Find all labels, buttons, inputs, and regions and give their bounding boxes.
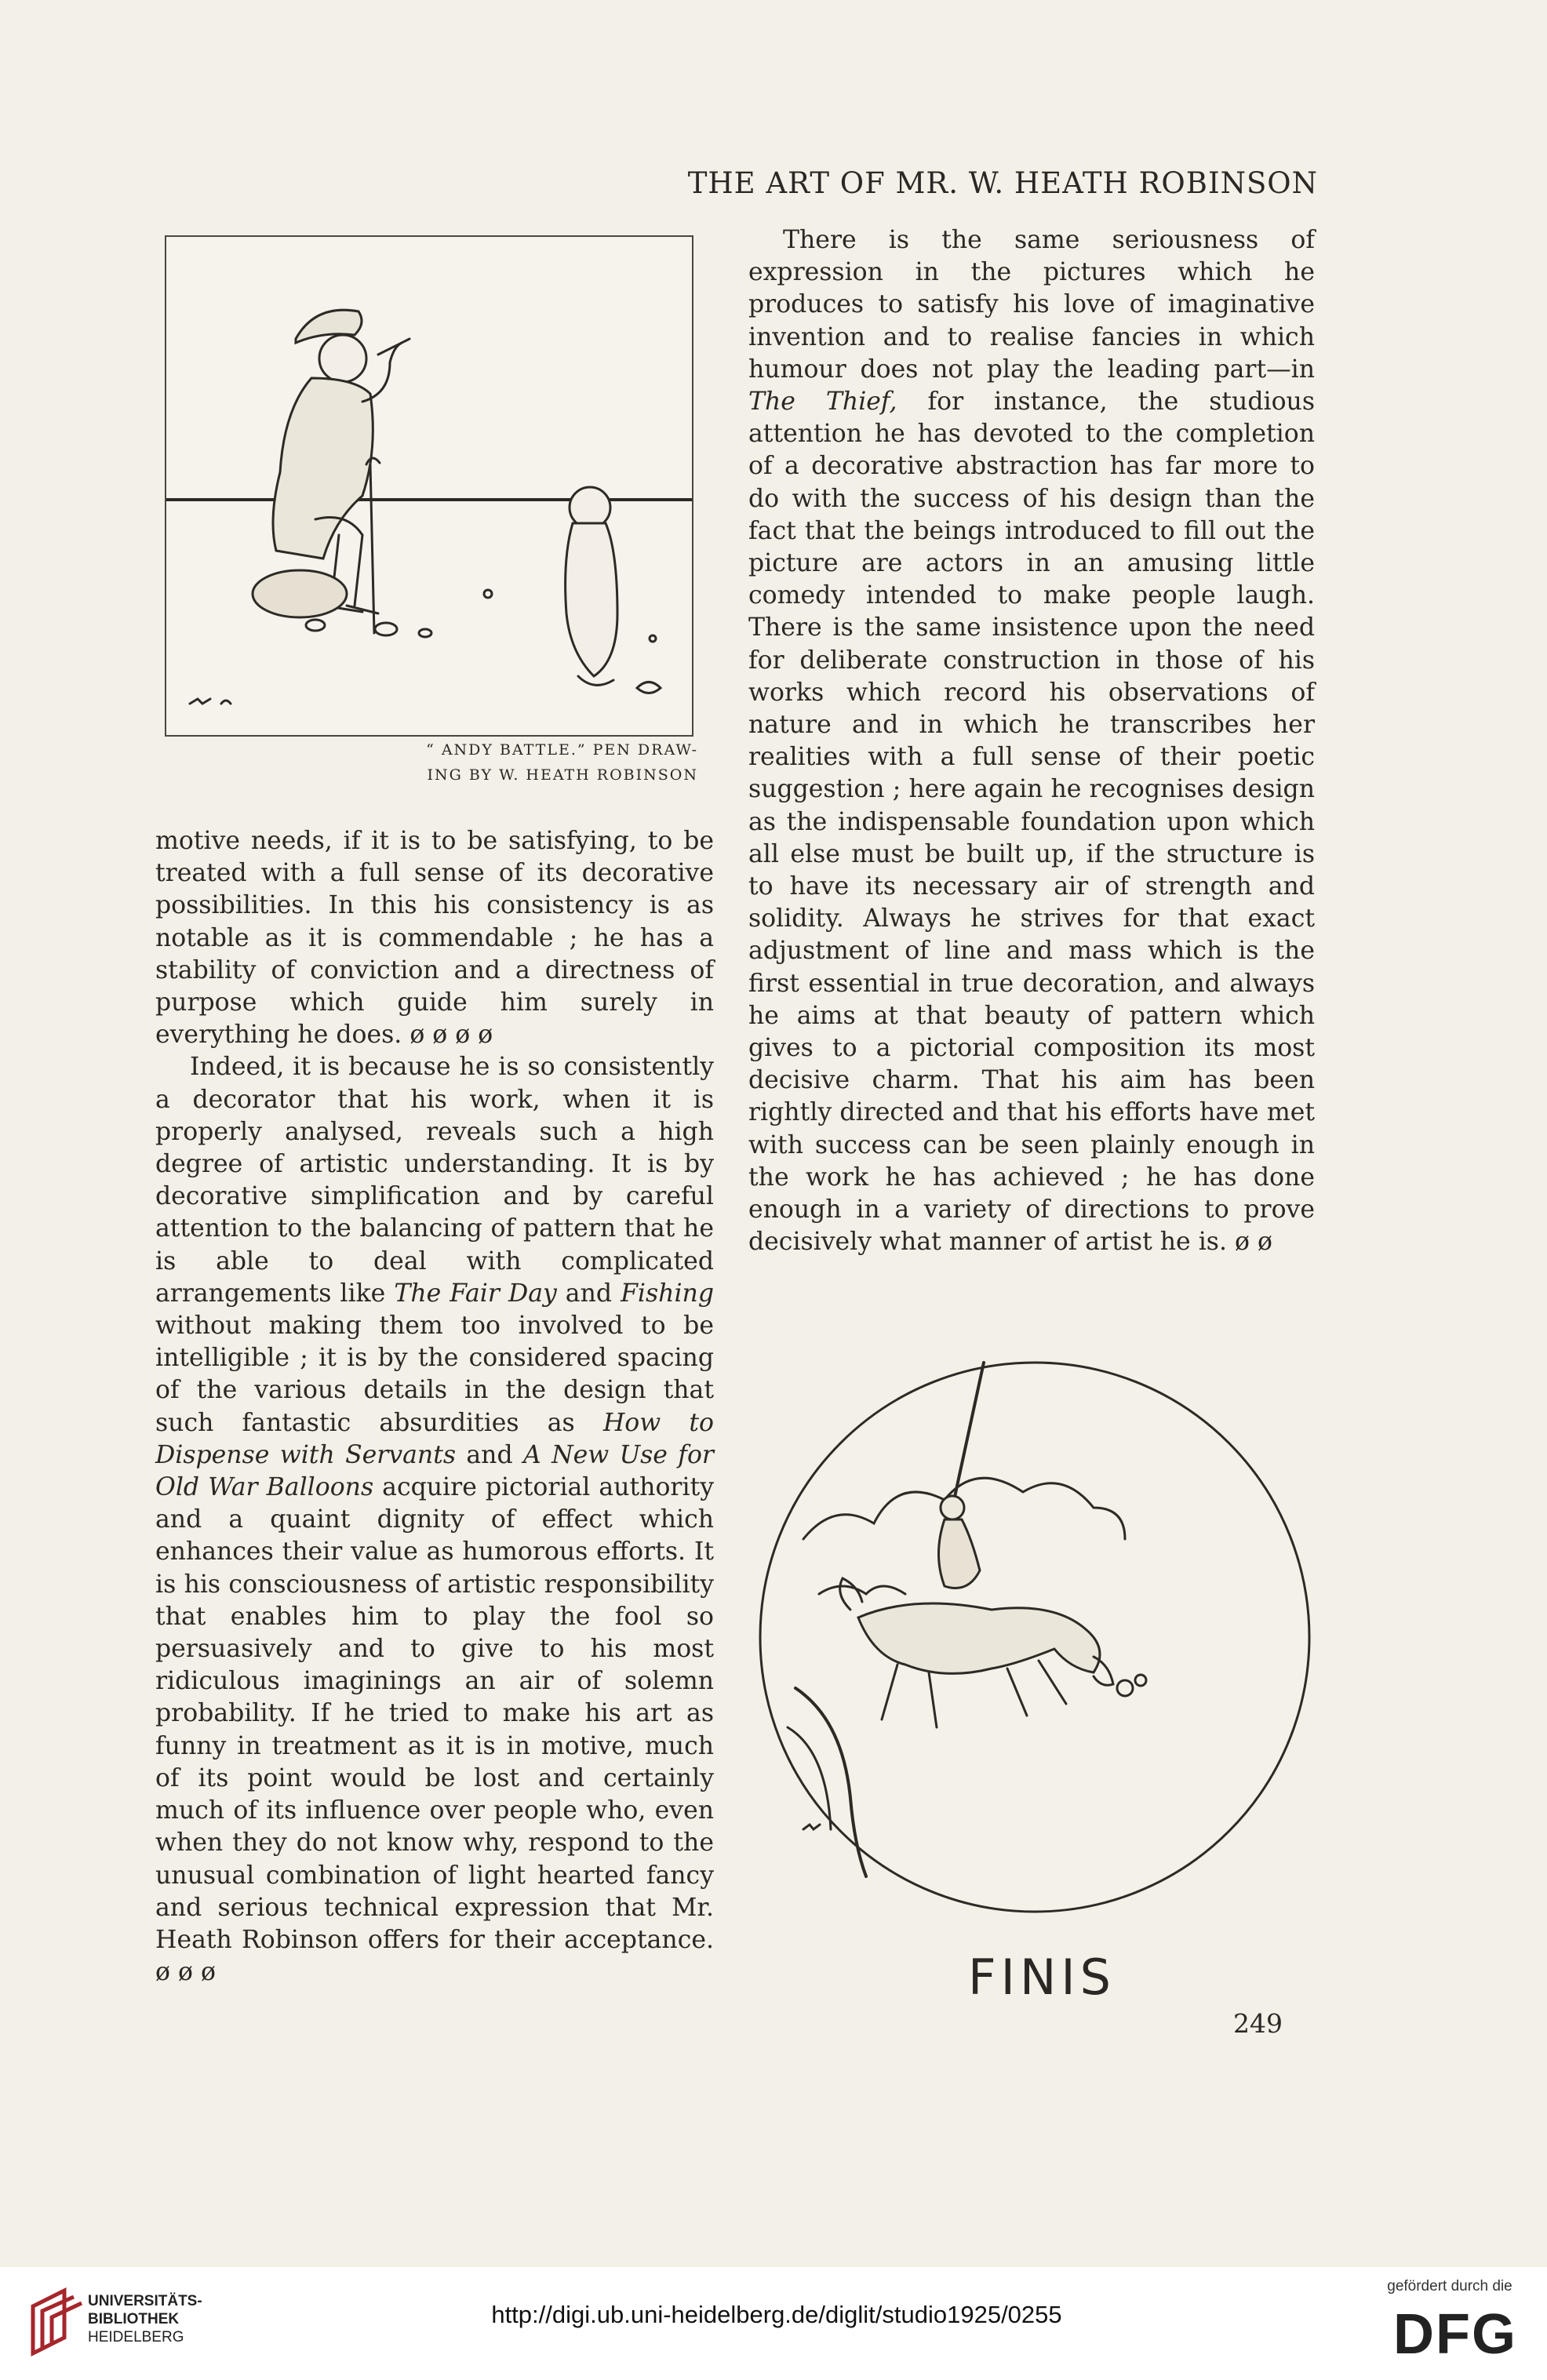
page-number: 249: [1233, 2008, 1283, 2039]
university-library-name: [88, 2292, 202, 2346]
title-new-use-for-old-war-balloons: A New Use for Old War Balloons: [155, 1440, 714, 1502]
conjunction-and-2: and: [456, 1440, 523, 1469]
paragraph-seriousness-part-b: for instance, the studious attention he has devoted to the completion of a decorative abstraction has far more to do with the success of his design than the fact that the beings introduced to fill out the picture are actors in an amusing little comedy intended to make people laugh. There is the same insistence upon the need for deliberate construction in those of his works which record his observations of nature and in which he transcribes her realities with a full sense of their poetic suggestion ; here again he recognises design as the indispensable foundation upon which all else must be built up, if the structure is to have its necessary air of strength and solidity. Always he strives for that exact adjustment of line and mass which is the first essential in true decoration, and always he aims at that beauty of pattern which gives to a pictorial composition its most decisive charm. That his aim has been rightly directed and that his efforts have met with success can be seen plainly enough in the work he has achieved ; he has done enough in a variety of directions to prove decisively what manner of artist he is. ø ø: [748, 388, 1315, 1257]
right-column: [748, 224, 1315, 1259]
library-line-3: HEIDELBERG: [88, 2329, 184, 2345]
conjunction-and-1: and: [556, 1279, 621, 1308]
permalink-url[interactable]: http://digi.ub.uni-heidelberg.de/diglit/studio1925/0255: [491, 2301, 1062, 2328]
paragraph-indeed-part-c: acquire pictorial authority and a quaint dignity of effect which enhances their value as humorous efforts. It is his consciousness of artistic responsibility that enables him to play the fool so persuasively and to give to his most ridiculous imaginings an air of solemn probability. If he tried to make his art as funny in treatment as it is in motive, much of its point would be lost and certainly much of its influence over people who, even when they do not know why, respond to the unusual combination of light hearted fancy and serious technical expression that Mr. Heath Robinson offers for their acceptance. ø ø ø: [155, 1473, 714, 1987]
paragraph-indeed-part-a: Indeed, it is because he is so consistently a decorator that his work, when it is properly analysed, reveals such a high degree of artistic understanding. It is by decorative simplification and by careful attention to the balancing of pattern that he is able to deal with complicated arrangements like: [155, 1053, 714, 1308]
finis-mark: FINIS: [968, 1949, 1116, 2006]
running-head: THE ART OF MR. W. HEATH ROBINSON: [687, 166, 1318, 200]
paragraph-indeed-part-b: without making them too involved to be intelligible ; it is by the considered spacing of the various details in the design that such fantastic absurdities as: [155, 1312, 714, 1437]
paragraph-motive: motive needs, if it is to be satisfying, to be treated with a full sense of its decorative possibilities. In this his consistency is as notable as it is commendable ; he has a stability of conviction and a directness of purpose which guide him surely in everything he does. ø ø ø ø: [155, 827, 714, 1050]
andy-battle-illustration: [165, 235, 693, 737]
figure-caption: [408, 737, 698, 788]
title-the-fair-day: The Fair Day: [394, 1279, 557, 1308]
university-library-logo[interactable]: [17, 2283, 88, 2361]
title-how-to-dispense-with-servants: How to Dispense with Servants: [155, 1408, 714, 1469]
paragraph-indeed: [155, 1051, 714, 1989]
caption-line-1: “ ANDY BATTLE.” PEN DRAW-: [426, 741, 698, 759]
pen-drawing-image: [166, 237, 692, 735]
library-line-2: BIBLIOTHEK: [88, 2311, 180, 2327]
dfg-logo[interactable]: DFG: [1393, 2303, 1517, 2366]
title-fishing: Fishing: [621, 1279, 714, 1308]
roundel-drawing-image: [756, 1359, 1313, 1916]
paragraph-seriousness-part-a: There is the same seriousness of expression in the pictures which he produces to satisfy his love of imaginative invention and to realise fancies in which humour does not play the leading part—in: [748, 226, 1315, 384]
paragraph-seriousness: [748, 224, 1315, 1259]
funding-note: gefördert durch die: [1387, 2278, 1512, 2294]
library-line-1: UNIVERSITÄTS-: [88, 2293, 202, 2309]
title-the-thief: The Thief,: [748, 388, 897, 417]
left-column: [155, 825, 714, 1989]
caption-line-2: ING BY W. HEATH ROBINSON: [427, 766, 698, 784]
library-emblem-icon: [17, 2283, 88, 2361]
knight-roundel-illustration: [756, 1359, 1313, 1916]
